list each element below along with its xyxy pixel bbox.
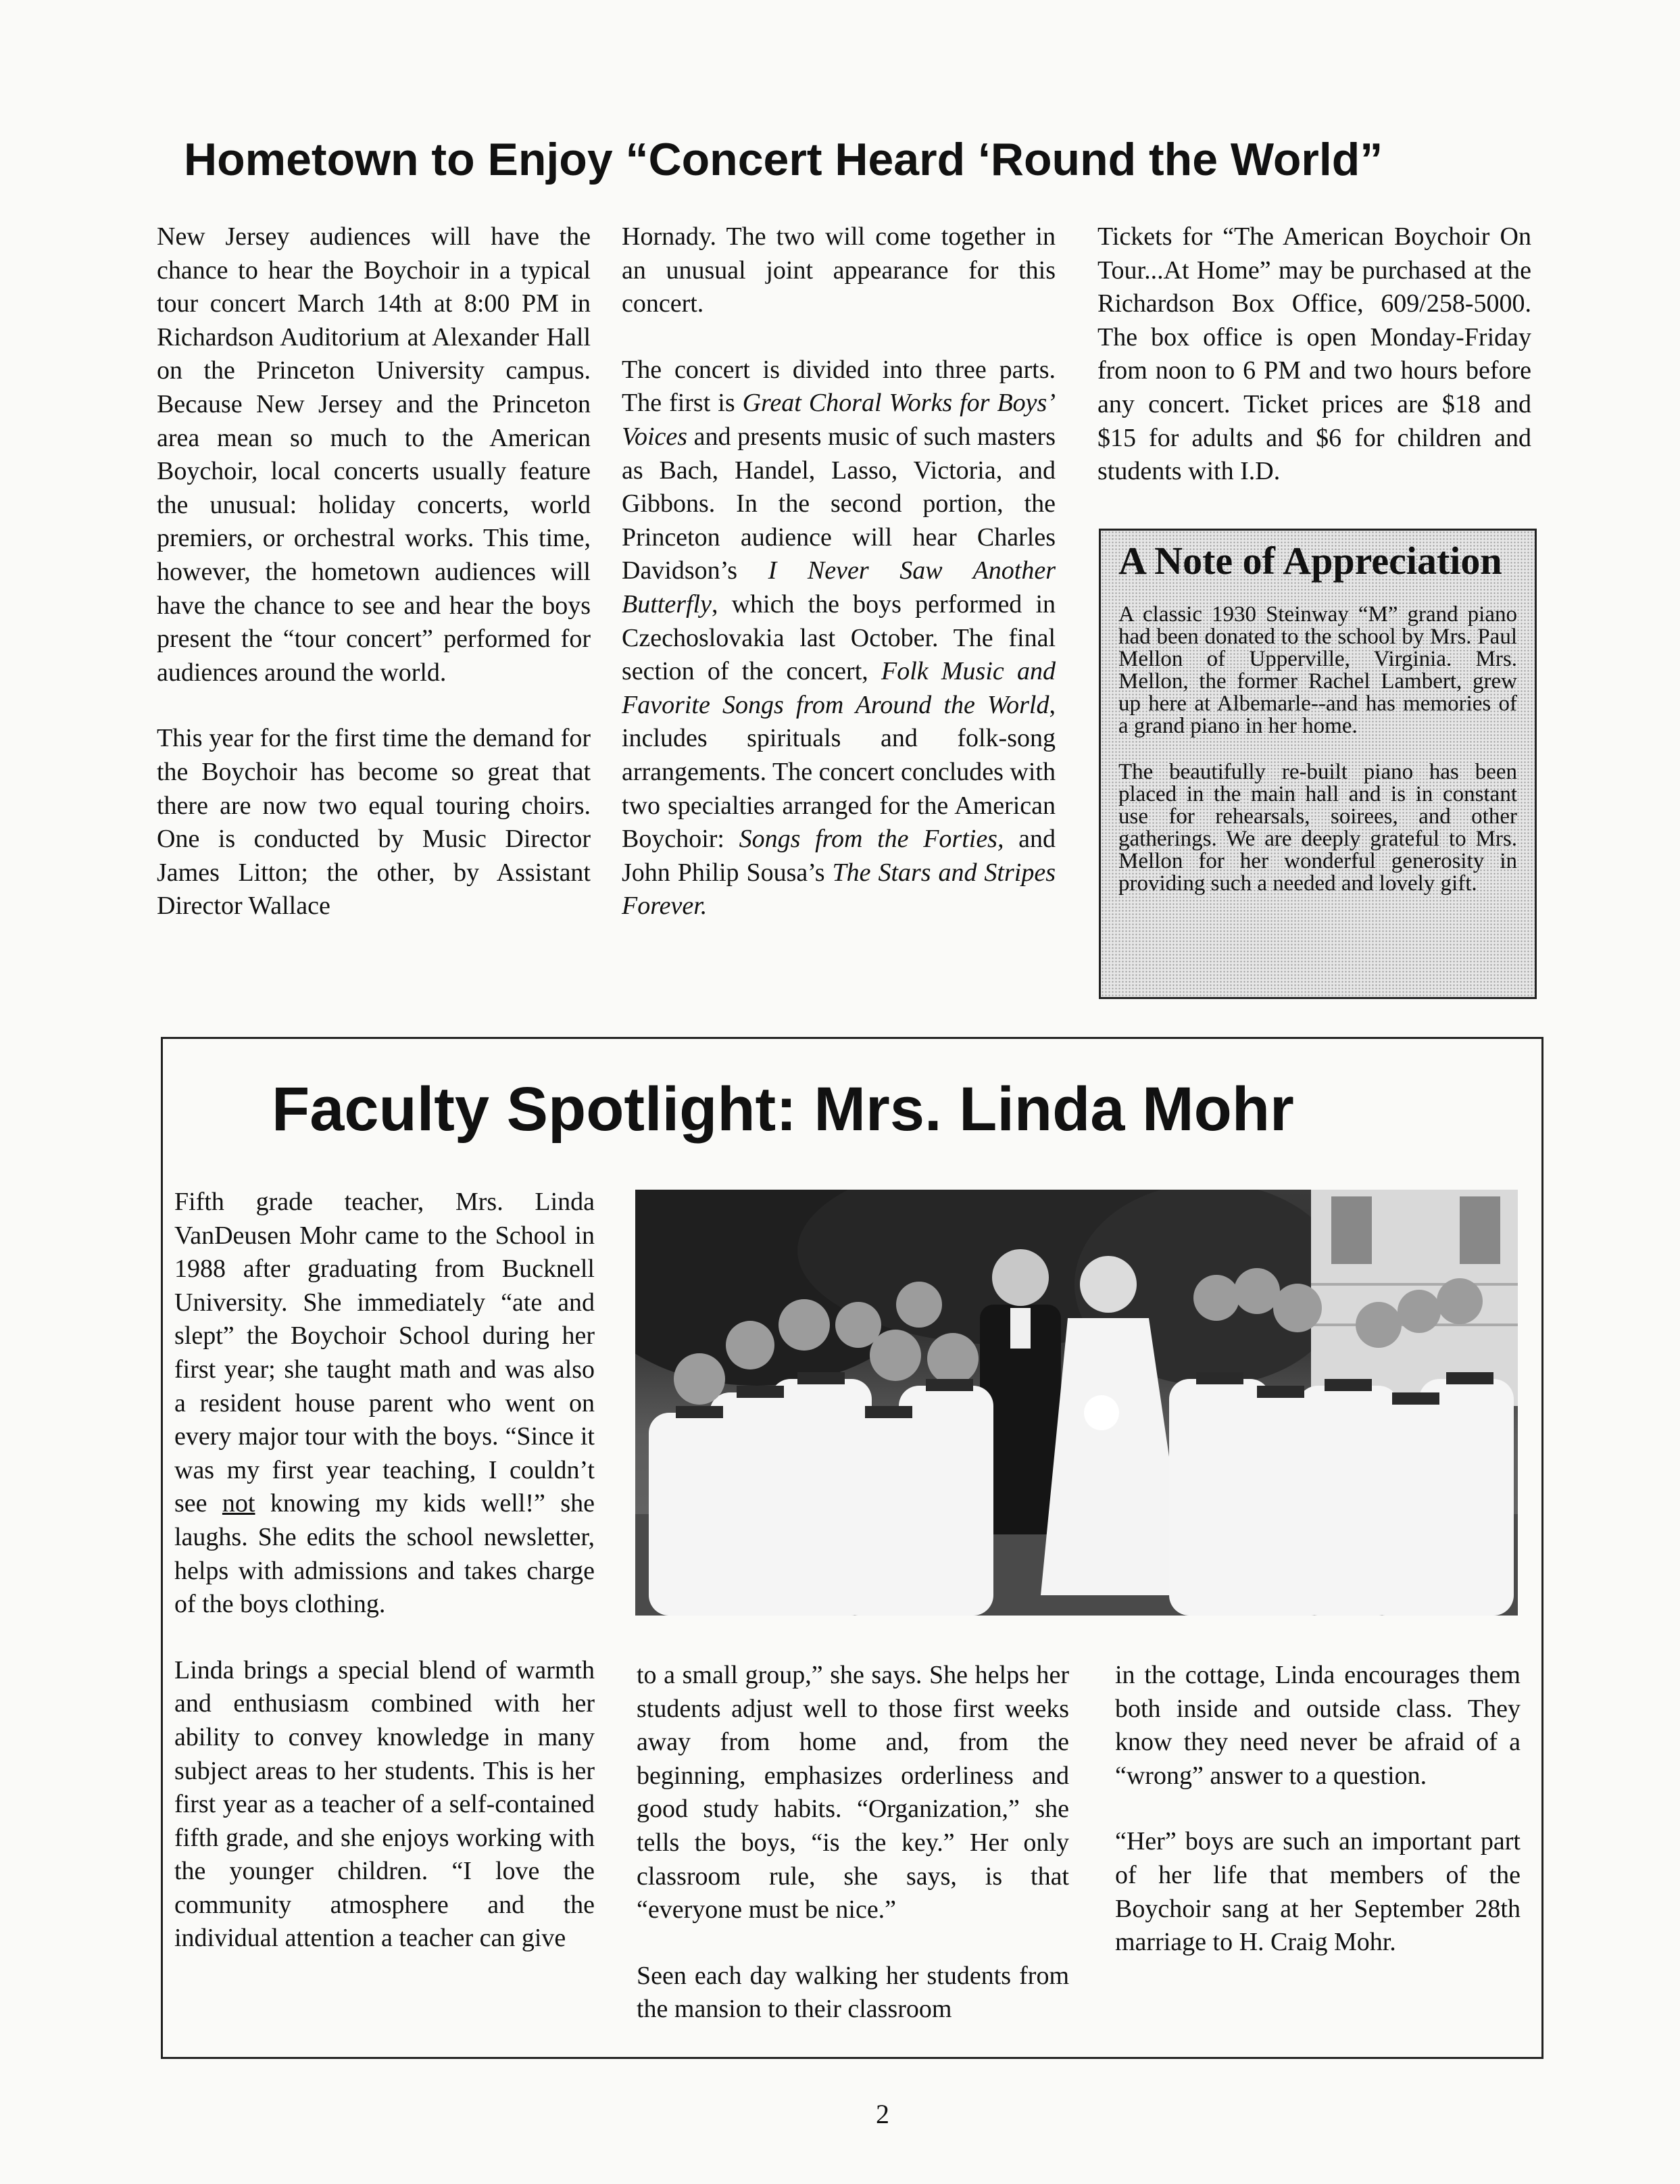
spotlight-paragraph: “Her” boys are such an important part of her life that members of the Boychoir sang at her September 28th marriage to H. Craig Mohr.	[1115, 1827, 1521, 1957]
spotlight-headline: Faculty Spotlight: Mrs. Linda Mohr	[272, 1075, 1294, 1144]
note-paragraph: The beautifully re-built piano has been placed in the main hall and is in constant use for rehearsals, soirees, and other gatherings. We are deeply grateful to Mrs. Mellon for her wonderful generosity in providing such a needed and lovely gift.	[1118, 760, 1517, 896]
note-of-appreciation-box	[1099, 529, 1537, 999]
spotlight-column-2	[637, 1659, 1069, 2027]
page-number: 2	[876, 2099, 889, 2129]
spotlight-paragraph: to a small group,” she says. She helps her students adjust well to those first weeks away from home and, from the beginning, emphasizes orderliness and good study habits. “Organization,” she tells the boys, “is the key.” Her only classroom rule, she says, is that “everyone must be nice.”	[637, 1661, 1069, 1924]
spotlight-column-3	[1115, 1659, 1521, 1960]
wedding-photo	[635, 1190, 1518, 1616]
article-paragraph: This year for the first time the demand for the Boychoir has become so great that there are now two equal touring choirs. One is conducted by Music Director James Litton; the other, by Assistant Director Wallace	[157, 724, 591, 921]
article-headline: Hometown to Enjoy “Concert Heard ‘Round the World”	[184, 134, 1383, 185]
note-content	[1118, 537, 1517, 919]
spotlight-paragraph: Linda brings a special blend of warmth and enthusiasm combined with her ability to convey knowledge in many subject areas to her students. This is her first year as a teacher of a self-contained fifth grade, and she enjoys working with the younger children. “I love the community atmosphere and the individual attention a teacher can give	[174, 1655, 595, 1953]
article-paragraph: Tickets for “The American Boychoir On Tour...At Home” may be purchased at the Richardson Box Office, 609/258-5000. The box office is open Monday-Friday from noon to 6 PM and two hours before any concert. Ticket prices are $18 and $15 for adults and $6 for children and students with I.D.	[1097, 222, 1531, 486]
spotlight-paragraph: Seen each day walking her students from the mansion to their classroom	[637, 1961, 1069, 2024]
note-title: A Note of Appreciation	[1118, 539, 1502, 583]
article-paragraph: Hornady. The two will come together in an unusual joint appearance for this concert.	[622, 222, 1056, 318]
spotlight-paragraph: in the cottage, Linda encourages them both inside and outside class. They know they need never be afraid of a “wrong” answer to a question.	[1115, 1661, 1521, 1790]
article-paragraph: The concert is divided into three parts. The first is Great Choral Works for Boys’ Voices and presents music of such masters as Bach, Handel, Lasso, Victoria, and Gibbons. In the second portion, the Princeton audience will hear Charles Davidson’s I Never Saw Another Butterfly, which the boys performed in Czechoslovakia last October. The final section of the concert, Folk Music and Favorite Songs from Around the World, includes spirituals and folk-song arrangements. The concert concludes with two specialties arranged for the American Boychoir: Songs from the Forties, and John Philip Sousa’s The Stars and Stripes Forever.	[622, 355, 1056, 921]
spotlight-column-1	[174, 1186, 595, 1956]
article-column-1	[157, 220, 591, 923]
note-paragraph: A classic 1930 Steinway “M” grand piano had been donated to the school by Mrs. Paul Mellon of Upperville, Virginia. Mrs. Mellon, the former Rachel Lambert, grew up here at Albemarle--and has memories of a grand piano in her home.	[1118, 602, 1517, 738]
wedding-photo-image	[635, 1190, 1518, 1616]
article-paragraph: New Jersey audiences will have the chance to hear the Boychoir in a typical tour concert March 14th at 8:00 PM in Richardson Auditorium at Alexander Hall on the Princeton University campus. Because New Jersey and the Princeton area mean so much to the American Boychoir, local concerts usually feature the unusual: holiday concerts, world premiers, or orchestral works. This time, however, the hometown audiences will have the chance to see and hear the boys present the “tour concert” performed for audiences around the world.	[157, 222, 591, 687]
note-text	[1118, 604, 1517, 895]
article-column-3	[1097, 220, 1531, 489]
spotlight-paragraph: Fifth grade teacher, Mrs. Linda VanDeusen Mohr came to the School in 1988 after graduating from Bucknell University. She immediately “ate and slept” the Boychoir School during her first year; she taught math and was also a resident house parent who went on every major tour with the boys. “Since it was my first year teaching, I couldn’t see not knowing my kids well!” she laughs. She edits the school newsletter, helps with admissions and takes charge of the boys clothing.	[174, 1188, 595, 1619]
article-column-2	[622, 220, 1056, 923]
